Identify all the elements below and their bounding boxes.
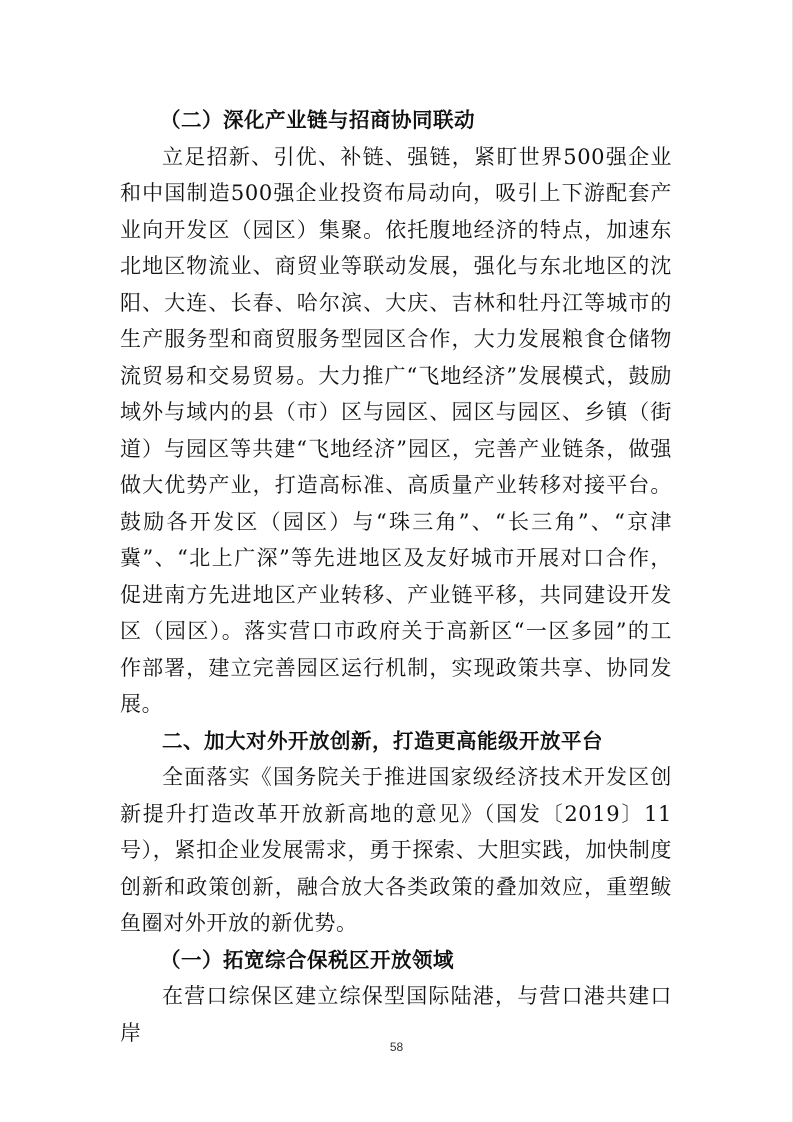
section-heading-deepen-industry-chain: （二）深化产业链与招商协同联动 <box>160 108 475 132</box>
section-heading-bonded-zone: （一）拓宽综合保税区开放领域 <box>160 947 454 972</box>
paragraph-industry-chain: 立足招新、引优、补链、强链，紧盯世界500强企业和中国制造500强企业投资布局动向，吸引上下游配套产业向开发区（园区）集聚。依托腹地经济的特点，加速东北地区物流业、商贸业等联动发展，强化与东北地区的沈阳、大连、长春、哈尔滨、大庆、吉林和牡丹江等城市的生产服务型和商贸服务型园区合作，大力发展粮食仓储物流贸易和交易贸易。大力推广“飞地经济”发展模式，鼓励域外与域内的县（市）区与园区、园区与园区、乡镇（街道）与园区等共建“飞地经济”园区，完善产业链条，做强做大优势产业，打造高标准、高质量产业转移对接平台。鼓励各开发区（园区）与“珠三角”、“长三角”、“京津冀”、“北上广深”等先进地区及友好城市开展对口合作，促进南方先进地区产业转移、产业链平移，共同建设开发区（园区）。落实营口市政府关于高新区“一区多园”的工作部署，建立完善园区运行机制，实现政策共享、协同发展。 <box>120 144 672 716</box>
page-content <box>120 102 672 1051</box>
paragraph-open-platform: 全面落实《国务院关于推进国家级经济技术开发区创新提升打造改革开放新高地的意见》（国发〔2019〕11号），紧扣企业发展需求，勇于探索、大胆实践，加快制度创新和政策创新，融合放大各类政策的叠加效应，重塑鲅鱼圈对外开放的新优势。 <box>120 765 672 935</box>
section-heading-open-platform: 二、加大对外开放创新，打造更高能级开放平台 <box>162 728 603 753</box>
page-number: 58 <box>389 1040 404 1054</box>
paragraph-bonded-zone: 在营口综保区建立综保型国际陆港，与营口港共建口岸 <box>120 984 672 1045</box>
